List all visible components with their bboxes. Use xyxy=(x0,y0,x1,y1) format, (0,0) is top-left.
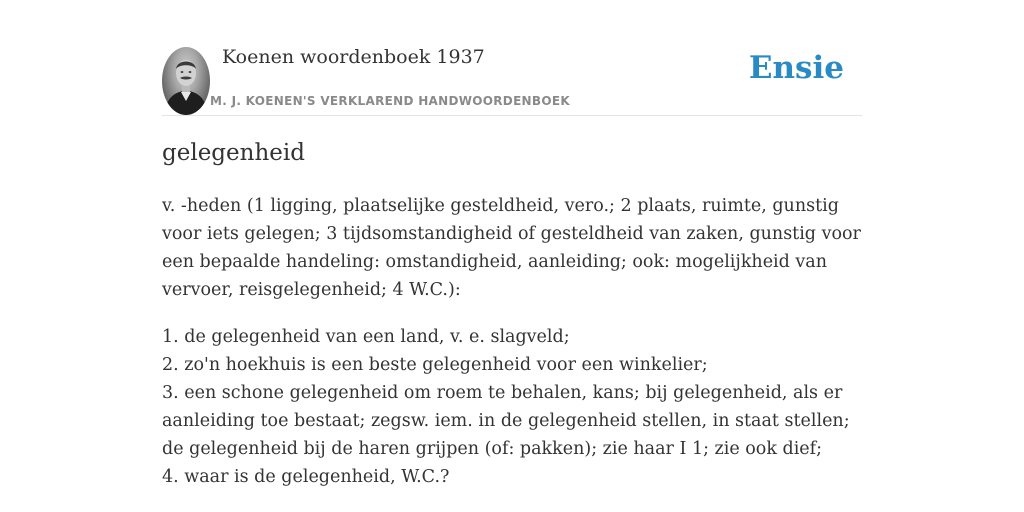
ensie-logo-link[interactable]: Ensie xyxy=(748,50,844,86)
meaning-item-3: 3. een schone gelegenheid om roem te behalen, kans; bij gelegenheid, als er aanleiding toe bestaat; zegsw. iem. in de gelegenheid stellen, in staat stellen; de gelegenheid bij de haren grijpen (of: pakken); zie haar I 1; zie ook dief; xyxy=(162,383,850,459)
dictionary-header xyxy=(162,40,862,116)
meanings-list xyxy=(162,323,862,491)
dictionary-subtitle: M. J. KOENEN'S VERKLAREND HANDWOORDENBOEK xyxy=(210,94,570,108)
author-portrait xyxy=(162,47,210,115)
entry-definition: v. -heden (1 ligging, plaatselijke gesteldheid, vero.; 2 plaats, ruimte, gunstig voor iets gelegen; 3 tijdsomstandigheid of gesteldheid van zaken, gunstig voor een bepaalde handeling: omstandigheid, aanleiding; ook: mogelijkheid van vervoer, reisgelegenheid; 4 W.C.): xyxy=(162,196,861,300)
meaning-item-2: 2. zo'n hoekhuis is een beste gelegenheid voor een winkelier; xyxy=(162,355,708,375)
meaning-item-4: 4. waar is de gelegenheid, W.C.? xyxy=(162,467,450,487)
meaning-item-1: 1. de gelegenheid van een land, v. e. slagveld; xyxy=(162,327,570,347)
dictionary-title[interactable]: Koenen woordenboek 1937 xyxy=(222,46,485,68)
entry-word: gelegenheid xyxy=(162,140,305,166)
